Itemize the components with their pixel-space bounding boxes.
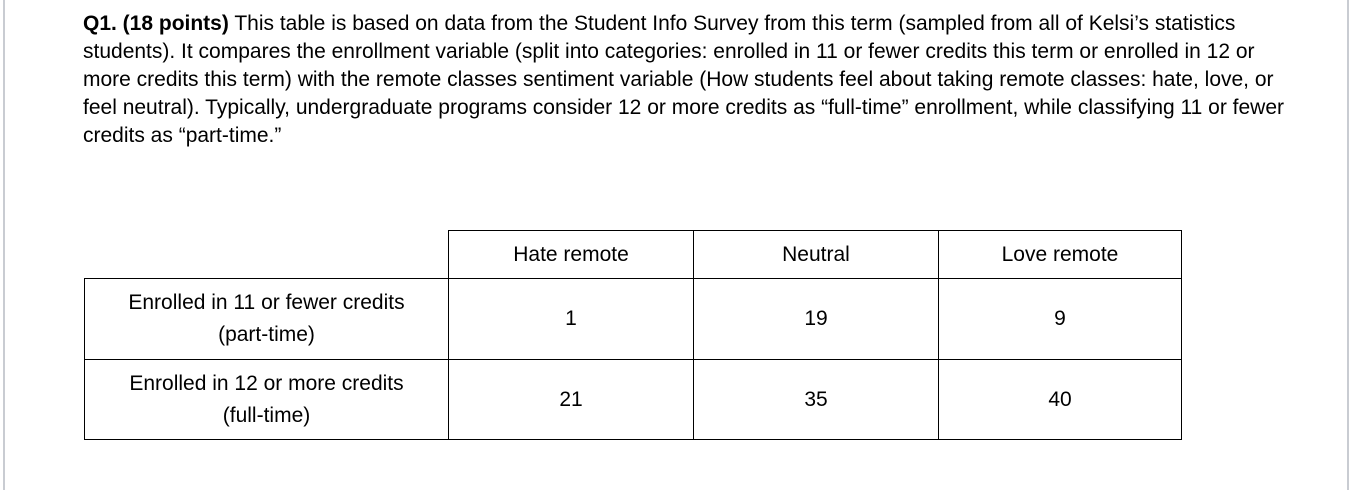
- left-page-border: [3, 0, 5, 490]
- cell-part-time-hate: 1: [448, 278, 694, 360]
- column-header-love-remote: Love remote: [938, 230, 1182, 279]
- right-page-border: [1347, 0, 1349, 490]
- question-text: This table is based on data from the Student Info Survey from this term (sampled from all of Kelsi’s statistics students). It compares the enrollment variable (split into categories: enrolled in 11 or fewer credits this term or enrolled in 12 or more credits this term) with the remote classes sentiment variable (How students feel about taking remote classes: hate, love, or feel neutral). Typically, undergraduate programs consider 12 or more credits as “full-time” enrollment, while classifying 11 or fewer credits as “part-time.”: [83, 12, 1285, 147]
- cell-full-time-hate: 21: [448, 359, 694, 440]
- row-header-full-time: [84, 359, 449, 440]
- column-header-neutral: Neutral: [693, 230, 939, 279]
- column-header-hate-remote: Hate remote: [448, 230, 694, 279]
- row-header-part-time: [84, 278, 449, 360]
- row-header-line: (part-time): [218, 323, 315, 346]
- question-paragraph: [83, 10, 1298, 150]
- cell-full-time-neutral: 35: [693, 359, 939, 440]
- row-header-line: (full-time): [222, 403, 311, 427]
- cell-full-time-love: 40: [938, 359, 1182, 440]
- cell-part-time-love: 9: [938, 278, 1182, 360]
- row-header-line: Enrolled in 12 or more credits: [129, 371, 404, 395]
- question-label: Q1. (18 points): [83, 12, 229, 35]
- contingency-table: [84, 230, 1182, 440]
- cell-part-time-neutral: 19: [693, 278, 939, 360]
- row-header-line: Enrolled in 11 or fewer credits: [128, 291, 405, 314]
